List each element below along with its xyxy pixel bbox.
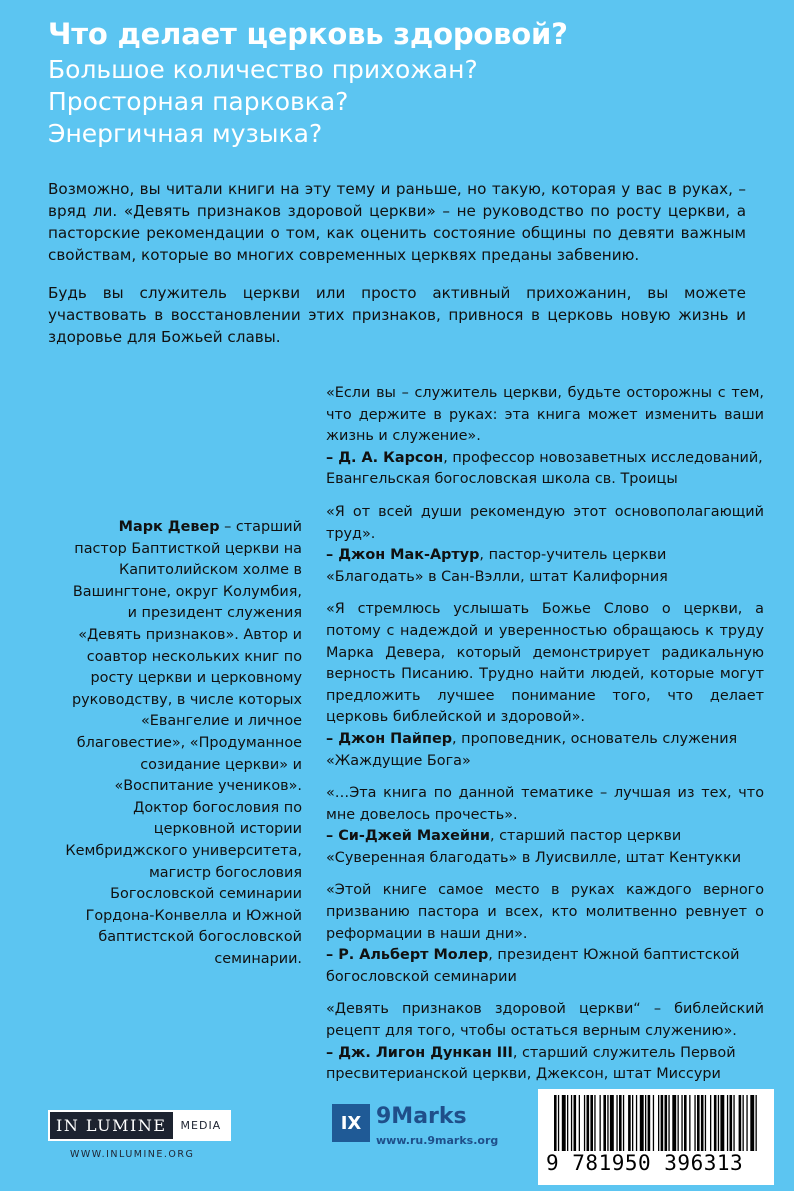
- in-lumine-media: MEDIA: [173, 1112, 230, 1139]
- ninemarks-logo: [332, 1104, 498, 1147]
- barcode-bar: [665, 1095, 668, 1151]
- in-lumine-url: WWW.INLUMINE.ORG: [70, 1149, 195, 1160]
- headline-block: [48, 14, 764, 150]
- barcode-bar: [607, 1095, 608, 1151]
- endorsement-text: «Если вы – служитель церкви, будьте осторожны с тем, что держите в руках: эта книга может изменить ваши жизнь и служение».: [326, 385, 764, 445]
- in-lumine-name: IN LUMINE: [56, 1116, 167, 1135]
- author-bio: [62, 517, 302, 970]
- barcode-bar: [727, 1095, 728, 1151]
- endorsement-author: – Джон Пайпер: [326, 730, 453, 747]
- barcode-bars: [554, 1095, 758, 1151]
- endorsement-5: [326, 880, 764, 988]
- barcode-bar: [648, 1095, 651, 1151]
- barcode-bar: [616, 1095, 617, 1151]
- isbn-barcode: [538, 1089, 774, 1185]
- barcode-bar: [739, 1095, 742, 1151]
- barcode-bar: [718, 1095, 719, 1151]
- endorsement-text: «…Эта книга по данной тематике – лучшая из тех, что мне довелось прочесть».: [326, 785, 764, 823]
- barcode-bar: [653, 1095, 654, 1151]
- barcode-bar: [632, 1095, 633, 1151]
- barcode-bar: [661, 1095, 664, 1151]
- barcode-bar: [628, 1095, 631, 1151]
- barcode-bar: [714, 1095, 717, 1151]
- intro-paragraph-2: [48, 282, 746, 348]
- barcode-bar: [645, 1095, 646, 1151]
- endorsement-author: – Дж. Лигон Дункан III: [326, 1044, 513, 1061]
- barcode-bar: [750, 1095, 754, 1151]
- barcode-bar: [574, 1095, 577, 1151]
- barcode-bar: [746, 1095, 747, 1151]
- barcode-bar: [672, 1095, 676, 1151]
- barcode-bar: [594, 1095, 595, 1151]
- barcode-bar: [590, 1095, 593, 1151]
- barcode-bar: [584, 1095, 585, 1151]
- endorsement-author: – Си-Джей Махейни: [326, 828, 490, 845]
- barcode-bar: [558, 1095, 559, 1151]
- endorsement-role: , проповедник, основатель служения «Жаждущие Бога»: [326, 730, 738, 769]
- barcode-bar: [668, 1095, 669, 1151]
- barcode-bar: [579, 1095, 580, 1151]
- endorsement-role: , профессор новозаветных исследований, Евангельская богословская школа св. Троицы: [326, 449, 763, 488]
- barcode-bar: [571, 1095, 572, 1151]
- barcode-bar: [636, 1095, 637, 1151]
- endorsement-role: , пастор-учитель церкви «Благодать» в Сан-Вэлли, штат Калифорния: [326, 547, 668, 585]
- barcode-bar: [730, 1095, 733, 1151]
- endorsement-text: «Я стремлюсь услышать Божье Слово о церкви, а потому с надеждой и уверенностью обращаюсь к труду Марка Девера, который демонстрирует радикальную верность Писанию. Трудно найти людей, которые могут предложить лучшее понимание того, что делает церковь библейской и здоровой».: [326, 601, 764, 726]
- barcode-bar: [587, 1095, 590, 1151]
- barcode-bar: [658, 1095, 659, 1151]
- barcode-bar: [567, 1095, 568, 1151]
- barcode-bar: [705, 1095, 706, 1151]
- author-name: Марк Девер: [118, 519, 220, 535]
- endorsement-text: «Я от всей души рекомендую этот основополагающий труд».: [326, 503, 764, 542]
- barcode-bar: [756, 1095, 757, 1151]
- ninemarks-url: www.ru.9marks.org: [376, 1134, 499, 1147]
- author-bio-text: – старший пастор Баптисткой церкви на Капитолийском холме в Вашингтоне, округ Колумбия, и президент служения «Девять признаков». Автор и соавтор нескольких книг по росту церкви и церковному руководству, в числе которых «Евангелие и личное благовестие», «Продуманное созидание церкви» и «Воспитание учеников». Доктор богословия по церковной истории Кембриджского университета, магистр богословия Богословской семинарии Гордона-Конвелла и Южной баптистской богословской семинарии.: [65, 519, 302, 967]
- barcode-bar: [694, 1095, 695, 1151]
- barcode-bar: [684, 1095, 687, 1151]
- barcode-bar: [678, 1095, 679, 1151]
- barcode-bar: [720, 1095, 724, 1151]
- barcode-bar: [743, 1095, 744, 1151]
- headline-question-2: Просторная парковка?: [48, 87, 349, 116]
- barcode-bar: [623, 1095, 624, 1151]
- barcode-bar: [710, 1095, 711, 1151]
- endorsement-author: – Джон Мак-Артур: [326, 547, 480, 564]
- in-lumine-logo: [48, 1110, 231, 1160]
- intro-text-1: Возможно, вы читали книги на эту тему и раньше, но такую, которая у вас в руках, – вряд ли. «Девять признаков здоровой церкви» – не руководство по росту церкви, а пасторские рекомендации о том, как оценить состояние общины по девяти важным свойствам, которые во многих современных церквях преданы забвению.: [48, 180, 746, 264]
- intro-paragraph-1: [48, 178, 746, 266]
- endorsement-author: – Д. А. Карсон: [326, 449, 444, 466]
- barcode-bar: [600, 1095, 601, 1151]
- endorsement-role: , старший пастор церкви «Суверенная благодать» в Луисвилле, штат Кентукки: [326, 828, 742, 866]
- barcode-bar: [562, 1095, 566, 1151]
- barcode-bar: [701, 1095, 704, 1151]
- barcode-bar: [689, 1095, 690, 1151]
- endorsement-3: [326, 599, 764, 772]
- barcode-bar: [681, 1095, 682, 1151]
- headline-question-1: Большое количество прихожан?: [48, 55, 478, 84]
- headline-question-3: Энергичная музыка?: [48, 119, 323, 148]
- barcode-bar: [640, 1095, 644, 1151]
- intro-text-2: Будь вы служитель церкви или просто активный прихожанин, вы можете участвовать в восстановлении этих признаков, привнося в церковь новую жизнь и здоровье для Божьей славы.: [48, 284, 746, 346]
- ninemarks-name: 9Marks: [376, 1104, 467, 1129]
- endorsement-2: [326, 502, 764, 588]
- barcode-bar: [619, 1095, 622, 1151]
- barcode-digits: 9 781950 396313: [546, 1151, 744, 1175]
- endorsement-6: [326, 999, 764, 1085]
- endorsement-1: [326, 383, 764, 491]
- barcode-bar: [733, 1095, 734, 1151]
- endorsement-text: «Этой книге самое место в руках каждого верного призванию пастора и всех, кто молитвенно ревнует о реформации в наши дни».: [326, 882, 764, 942]
- endorsement-4: [326, 783, 764, 869]
- endorsement-role: , старший служитель Первой пресвитерианской церкви, Джексон, штат Миссури: [326, 1044, 736, 1083]
- barcode-bar: [697, 1095, 700, 1151]
- endorsement-text: «Девять признаков здоровой церкви“ – библейский рецепт для того, чтобы остаться верным служению».: [326, 1001, 764, 1040]
- endorsement-role: , президент Южной баптистской богословской семинарии: [326, 947, 740, 985]
- ninemarks-badge-icon: IX: [332, 1104, 370, 1142]
- barcode-bar: [603, 1095, 606, 1151]
- barcode-bar: [554, 1095, 557, 1151]
- barcode-bar: [610, 1095, 614, 1151]
- page-title: Что делает церковь здоровой?: [48, 17, 568, 51]
- endorsements: [326, 383, 764, 1097]
- endorsement-author: – Р. Альберт Молер: [326, 947, 489, 964]
- in-lumine-logo-box: [48, 1110, 231, 1141]
